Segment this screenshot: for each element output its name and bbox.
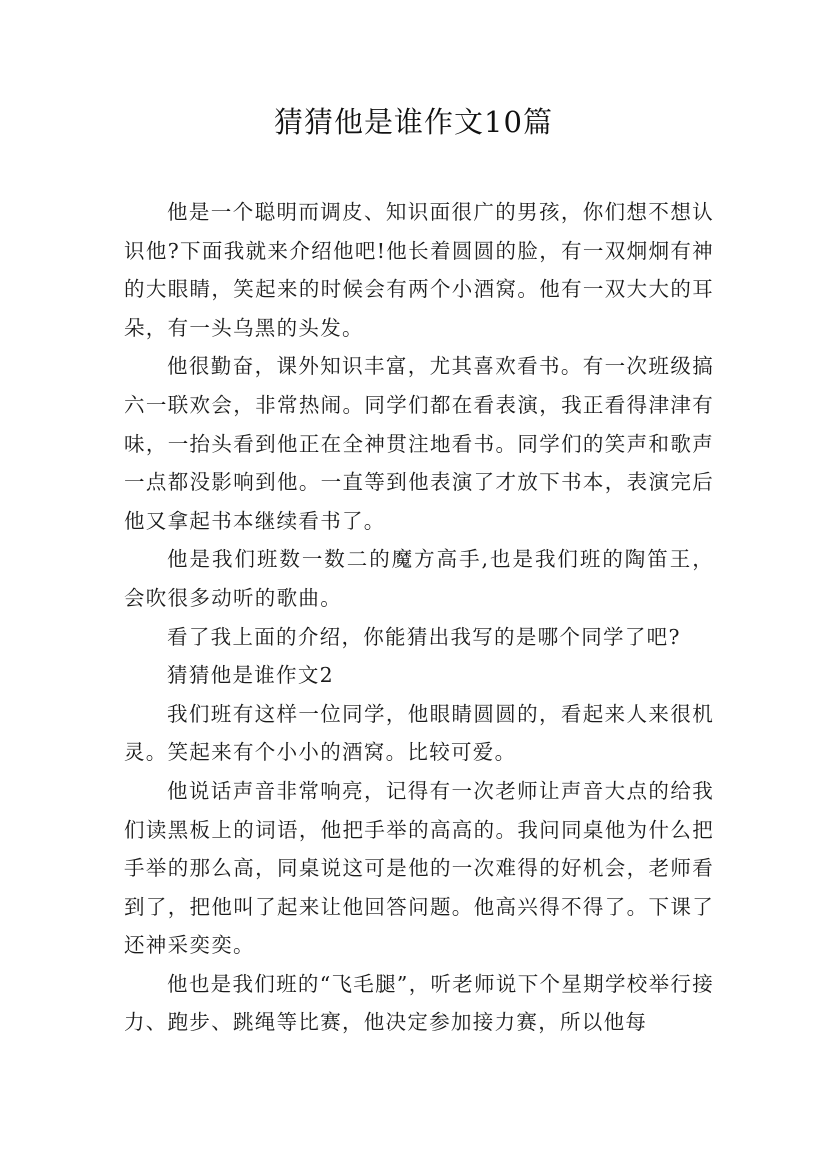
paragraph: 他很勤奋，课外知识丰富，尤其喜欢看书。有一次班级搞六一联欢会，非常热闹。同学们都在看表演，我正看得津津有味，一抬头看到他正在全神贯注地看书。同学们的笑声和歌声一点都没影响到他。一直等到他表演了才放下书本，表演完后他又拿起书本继续看书了。	[124, 354, 714, 533]
document-title: 猜猜他是谁作文10篇	[274, 105, 553, 139]
document-body	[124, 193, 714, 1042]
paragraph: 他是一个聪明而调皮、知识面很广的男孩，你们想不想认识他?下面我就来介绍他吧!他长着圆圆的脸，有一双炯炯有神的大眼睛，笑起来的时候会有两个小酒窝。他有一双大大的耳朵，有一头乌黑的头发。	[124, 200, 714, 340]
paragraph: 他说话声音非常响亮，记得有一次老师让声音大点的给我们读黑板上的词语，他把手举的高高的。我问同桌他为什么把手举的那么高，同桌说这可是他的一次难得的好机会，老师看到了，把他叫了起来让他回答问题。他高兴得不得了。下课了还神采奕奕。	[124, 778, 714, 958]
paragraph: 我们班有这样一位同学，他眼睛圆圆的，看起来人来很机灵。笑起来有个小小的酒窝。比较可爱。	[124, 701, 714, 765]
paragraph: 他也是我们班的“飞毛腿”，听老师说下个星期学校举行接力、跑步、跳绳等比赛，他决定参加接力赛，所以他每	[124, 971, 714, 1035]
paragraph: 看了我上面的介绍，你能猜出我写的是哪个同学了吧?	[167, 624, 681, 649]
section-heading: 猜猜他是谁作文2	[167, 663, 334, 688]
paragraph: 他是我们班数一数二的魔方高手,也是我们班的陶笛王，会吹很多动听的歌曲。	[124, 547, 714, 610]
